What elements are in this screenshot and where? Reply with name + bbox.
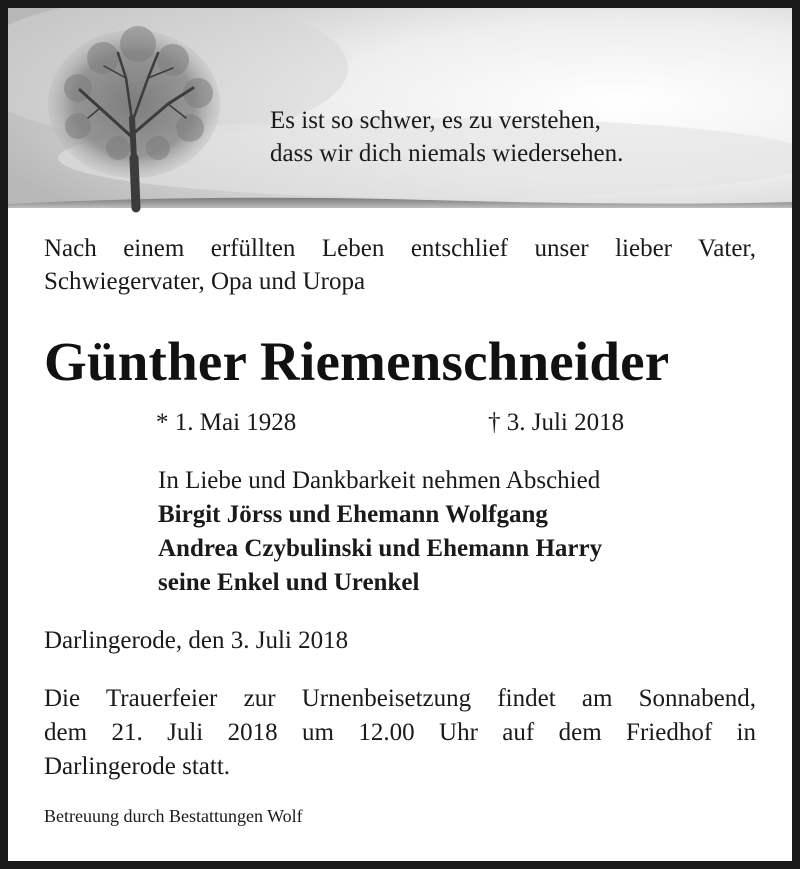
mourner-name: Birgit Jörss und Ehemann Wolfgang — [158, 501, 548, 528]
epitaph-quote — [270, 104, 770, 170]
deceased-name: Günther Riemenschneider — [44, 331, 670, 392]
intro-text — [44, 232, 756, 298]
mourners-block — [158, 464, 758, 600]
intro-line: Schwiegervater, Opa und Uropa — [44, 268, 366, 295]
quote-line: dass wir dich niemals wiedersehen. — [270, 140, 624, 167]
place-date: Darlingerode, den 3. Juli 2018 — [44, 627, 349, 654]
mourners-lead: In Liebe und Dankbarkeit nehmen Abschied — [158, 467, 601, 494]
mourner-name: seine Enkel und Urenkel — [158, 569, 420, 596]
death-date: † 3. Juli 2018 — [488, 409, 625, 436]
funeral-service-info — [44, 682, 756, 784]
funeral-home-credit: Betreuung durch Bestattungen Wolf — [44, 806, 303, 826]
mourner-name: Andrea Czybulinski und Ehemann Harry — [158, 535, 603, 562]
service-line: Die Trauerfeier zur Urnenbeisetzung findet am Sonnabend, — [44, 685, 756, 712]
service-line: Darlingerode statt. — [44, 753, 231, 780]
service-line: dem 21. Juli 2018 um 12.00 Uhr auf dem Friedhof in — [44, 719, 756, 746]
birth-date: * 1. Mai 1928 — [156, 409, 297, 436]
intro-line: Nach einem erfüllten Leben entschlief unser lieber Vater, — [44, 235, 756, 262]
quote-line: Es ist so schwer, es zu verstehen, — [270, 107, 601, 134]
